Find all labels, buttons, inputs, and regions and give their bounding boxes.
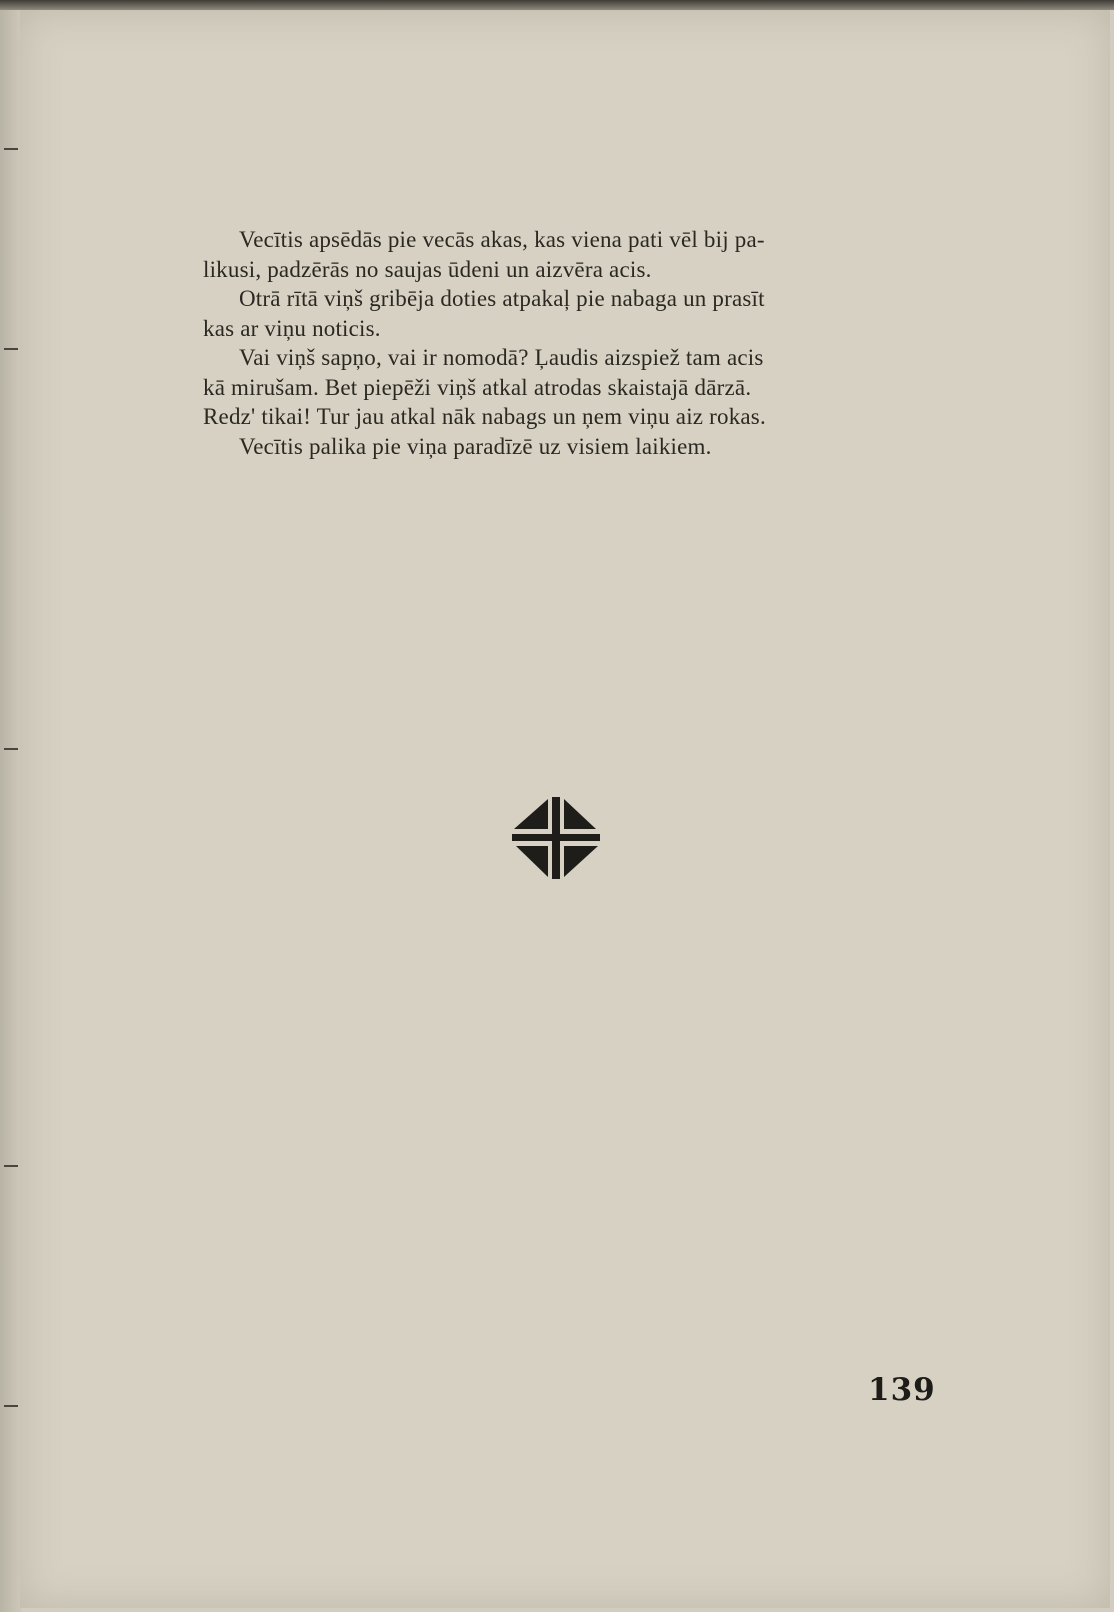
paragraph [239, 432, 937, 462]
binding-mark [4, 1405, 18, 1407]
body-text [203, 225, 937, 461]
text-line: Redz' tikai! Tur jau atkal nāk nabags un ņem viņu aiz rokas. [203, 404, 766, 429]
binding-mark [4, 348, 18, 350]
text-line: kas ar viņu noticis. [203, 315, 381, 341]
text-line: Otrā rītā viņš gribēja doties atpakaļ pie nabaga un prasīt [239, 286, 765, 311]
binding-mark [4, 148, 18, 150]
paragraph [203, 343, 937, 432]
text-line: likusi, padzērās no saujas ūdeni un aizvēra acis. [203, 256, 652, 282]
text-line: kā mirušam. Bet piepēži viņš atkal atrodas skaistajā dārzā. [203, 374, 752, 400]
binding-mark [4, 748, 18, 750]
text-line: Vecītis apsēdās pie vecās akas, kas viena pati vēl bij pa- [239, 227, 765, 252]
cross-ornament-icon [512, 797, 600, 879]
page-number: 139 [868, 1372, 936, 1408]
text-line: Vai viņš sapņo, vai ir nomodā? Ļaudis aizspiež tam acis [239, 345, 764, 370]
book-spine-edge [0, 0, 22, 1612]
paragraph [203, 284, 937, 343]
text-line: Vecītis palika pie viņa paradīzē uz visiem laikiem. [239, 433, 712, 459]
top-edge-shadow [0, 0, 1114, 10]
paragraph [203, 225, 937, 284]
binding-mark [4, 1165, 18, 1167]
